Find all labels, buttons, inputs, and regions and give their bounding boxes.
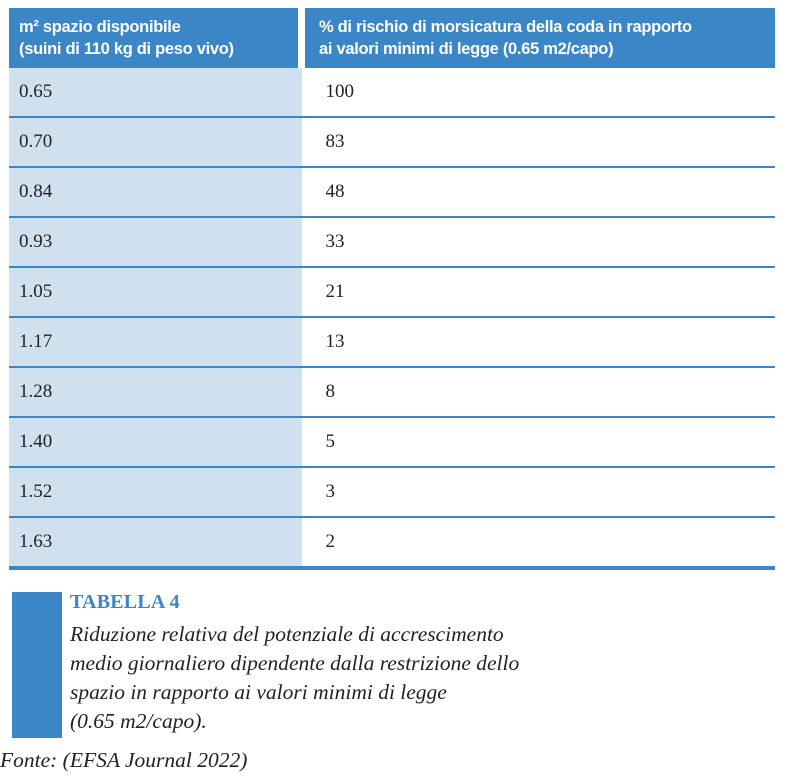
caption-accent-bar xyxy=(12,592,62,738)
risk-cell: 21 xyxy=(302,267,776,317)
caption-title: TABELLA 4 xyxy=(70,591,180,613)
column-header-risk-line2: ai valori minimi di legge (0.65 m2/capo) xyxy=(319,40,614,58)
column-header-risk xyxy=(302,8,776,68)
column-header-space-line1: m² spazio disponibile xyxy=(19,18,181,36)
space-cell: 1.05 xyxy=(9,267,302,317)
space-cell: 0.70 xyxy=(9,117,302,167)
space-cell: 1.40 xyxy=(9,417,302,467)
caption-line: (0.65 m2/capo). xyxy=(70,709,207,733)
risk-cell: 13 xyxy=(302,317,776,367)
table-row xyxy=(9,68,775,117)
table-row xyxy=(9,417,775,467)
risk-cell: 2 xyxy=(302,517,776,568)
caption-line: Riduzione relativa del potenziale di accrescimento xyxy=(70,622,504,646)
risk-cell: 48 xyxy=(302,167,776,217)
risk-cell: 5 xyxy=(302,417,776,467)
source-credit: Fonte: (EFSA Journal 2022) xyxy=(0,748,248,772)
risk-cell: 33 xyxy=(302,217,776,267)
data-table xyxy=(9,8,775,570)
space-cell: 0.84 xyxy=(9,167,302,217)
caption-line: spazio in rapporto ai valori minimi di legge xyxy=(70,680,447,704)
table-row xyxy=(9,317,775,367)
risk-cell: 100 xyxy=(302,68,776,117)
table-row xyxy=(9,167,775,217)
table-row xyxy=(9,267,775,317)
table-row xyxy=(9,517,775,568)
risk-cell: 8 xyxy=(302,367,776,417)
column-header-risk-line1: % di rischio di morsicatura della coda in rapporto xyxy=(319,18,692,36)
caption-description xyxy=(70,620,670,736)
column-header-space xyxy=(9,8,302,68)
space-cell: 0.93 xyxy=(9,217,302,267)
space-cell: 1.17 xyxy=(9,317,302,367)
space-cell: 1.52 xyxy=(9,467,302,517)
column-header-space-line2: (suini di 110 kg di peso vivo) xyxy=(19,40,234,58)
caption-line: medio giornaliero dipendente dalla restrizione dello xyxy=(70,651,520,675)
header-row xyxy=(9,8,775,68)
space-cell: 1.63 xyxy=(9,517,302,568)
table-row xyxy=(9,367,775,417)
space-cell: 1.28 xyxy=(9,367,302,417)
risk-cell: 3 xyxy=(302,467,776,517)
table-row xyxy=(9,217,775,267)
table-row xyxy=(9,117,775,167)
space-cell: 0.65 xyxy=(9,68,302,117)
risk-cell: 83 xyxy=(302,117,776,167)
table-row xyxy=(9,467,775,517)
